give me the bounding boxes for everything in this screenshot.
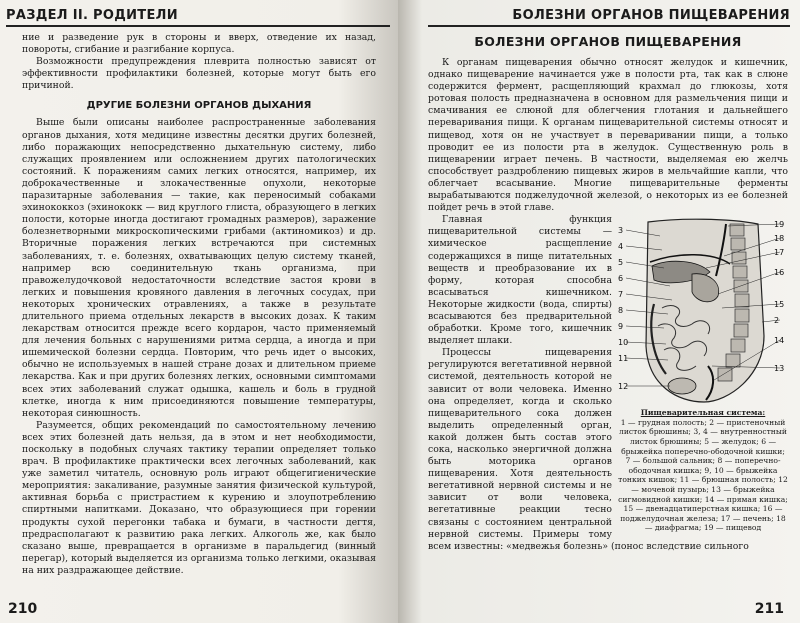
fig-label-right: 17 [774, 248, 785, 258]
fig-label-left: 11 [618, 354, 629, 364]
fig-label-left: 10 [618, 338, 629, 348]
figure-caption [618, 408, 788, 533]
intro-paragraph-2: Возможности предупреждения плеврита полностью зависят от эффективности профилактики болезней, которые могут быть его причиной. [22, 56, 376, 92]
fig-label-right: 2 [774, 316, 780, 326]
chapter-title: БОЛЕЗНИ ОРГАНОВ ПИЩЕВАРЕНИЯ [474, 34, 742, 49]
body-paragraph-2: Разумеется, общих рекомендаций по самостоятельному лечению всех этих болезней дать нельзя, да в этом и нет необходимости, поскольку в подобных случаях тактику терапии определяет только врач. В профилактике практически всех легочных заболеваний, как уже заметил читатель, основную роль играют общегигиенические мероприятия: закаливание, разумные занятия физической культурой, активная борьба с пристрастием к курению и злоупотреблению спиртными напитками. Доказано, что образующиеся при горении продукты сухой перегонки табака и бумаги, в частности дегтя, предрасполагают к развитию рака легких. Алкоголь же, как было сказано выше, превращается в организме в паральдегид (винный перегар), который выделяется из организма только легкими, оказывая на них раздражающее действие. [22, 419, 376, 576]
fig-label-left: 6 [618, 274, 624, 284]
left-page [0, 0, 398, 623]
fig-label-left: 8 [618, 306, 624, 316]
chapter-paragraph-3: Процессы пищеварения регулируются вегетативной нервной системой, деятельность которой не зависит от воли человека. Именно она определяет, когда и сколько пищеварительного сока должен выделить определенный орган, какой должен быть состав этого сока, насколько энергичной должна быть моторика органов пищеварения. Хотя деятельность вегетативной нервной системы и не зависит от воли человека, вегетативные реакции тесно связаны с состоянием центральной нервной системы. Примеры тому всем известны: «медвежья болезнь» (понос вследствие сильного [428, 347, 749, 552]
page-number-left: 210 [8, 601, 38, 617]
chapter-paragraph-1: К органам пищеварения обычно относят желудок и кишечник, однако пищеварение начинается уже в полости рта, так как в слюне содержится фермент, расщепляющий крахмал до глюкозы, хотя ротовая полость предназначена в основном для размельчения пищи и смачивания ее слюной для облегчения глотания и дальнейшего переваривания пищи. К органам пищеварительной системы относят и пищевод, хотя он не участвует в переваривании пищи, а только проводит ее из полости рта в желудок. Существенную роль в пищеварении играет печень. В частности, выделяемая ею желчь способствует раздроблению пищевых жиров в мельчайшие капли, что облегчает всасывание. Многие пищеварительные ферменты вырабатываются поджелудочной железой, о некоторых из ее болезней пойдет речь в этой главе. [428, 57, 788, 214]
body-paragraph-1: Выше были описаны наиболее распространенные заболевания органов дыхания, хотя медицине известны десятки других болезней, либо поражающих непосредственно дыхательную систему, либо служащих проявлением или осложнением других патологических состояний. К поражениям самих легких относятся, например, их доброкачественные и злокачественные опухоли, некоторые паразитарные заболевания — такие, как переносимый собаками эхинококкоз (эхинококк — вид круглого глиста, образующего в легких полости, которые иногда достигают громадных размеров), заражение болезнетворными микроскопическими грибами (актиномикоз) и др. Вторичные поражения легких встречаются при системных заболеваниях, т. е. болезнях, охватывающих целую систему тканей, например всю соединительную ткань организма, при правожелудочковой недостаточности вследствие застоя крови в легких и повышения кровяного давления в легочных сосудах, при некоторых хронических отравлениях, а также в результате длительного приема отдельных лекарств в высоких дозах. К таким лекарствам относится прежде всего кордарон, часто применяемый для лечения больных с нарушениями ритма сердца, а иногда и при ишемической болезни сердца. Повторим, что речь идет о высоких, обычно не используемых в нашей стране дозах и длительном приеме лекарства. Как и при других болезнях легких, основными симптомами всех этих заболеваний служат одышка, кашель и боль в грудной клетке, иногда к ним присоединяются повышение температуры, некоторая синюшность. [22, 117, 376, 419]
running-head-right: БОЛЕЗНИ ОРГАНОВ ПИЩЕВАРЕНИЯ [428, 8, 790, 27]
figure-caption-text: 1 — грудная полость; 2 — пристеночный листок брюшины; 3, 4 — внутренностный листок брюшины; 5 — желудок; 6 — брыжейка поперечно-ободочной кишки; 7 — большой сальник; 8 — поперечно-ободочная кишка; 9, 10 — брыжейка тонких кишок; 11 — брюшная полость; 12 — мочевой пузырь; 13 — брыжейка сигмовидной кишки; 14 — прямая кишка; 15 — двенадцатиперстная кишка; 16 — поджелудочная железа; 17 — печень; 18 — диафрагма; 19 — пищевод [618, 417, 788, 533]
digestive-system-illustration [618, 216, 788, 406]
fig-label-right: 14 [774, 336, 785, 346]
section-title: ДРУГИЕ БОЛЕЗНИ ОРГАНОВ ДЫХАНИЯ [86, 100, 312, 112]
fig-label-left: 4 [618, 242, 624, 252]
fig-label-left: 9 [618, 322, 624, 332]
figure-caption-title: Пищеварительная система: [640, 408, 766, 418]
fig-label-left: 3 [618, 226, 624, 236]
chapter-paragraph-2: Главная функция пищеварительной системы — химическое расщепление содержащихся в пище питательных веществ и преобразование их в форму, которая способна всасываться кишечником. Некоторые жидкости (вода, спирты) всасываются без предварительной обработки. Кроме того, кишечник выделяет шлаки. [428, 214, 612, 347]
anatomy-figure [618, 216, 788, 533]
fig-label-right: 18 [774, 234, 785, 244]
fig-label-right: 16 [774, 268, 785, 278]
fig-label-right: 15 [774, 300, 785, 310]
fig-label-right: 13 [774, 364, 785, 374]
fig-label-right: 19 [774, 220, 785, 230]
page-number-right: 211 [754, 601, 784, 617]
running-head-left: РАЗДЕЛ II. РОДИТЕЛИ [6, 8, 390, 27]
right-page [398, 0, 800, 623]
fig-label-left: 5 [618, 258, 624, 268]
intro-paragraph-1: ние и разведение рук в стороны и вверх, отведение их назад, повороты, сгибание и разгибание корпуса. [22, 32, 376, 56]
fig-label-left: 12 [618, 382, 629, 392]
fig-label-left: 7 [618, 290, 624, 300]
